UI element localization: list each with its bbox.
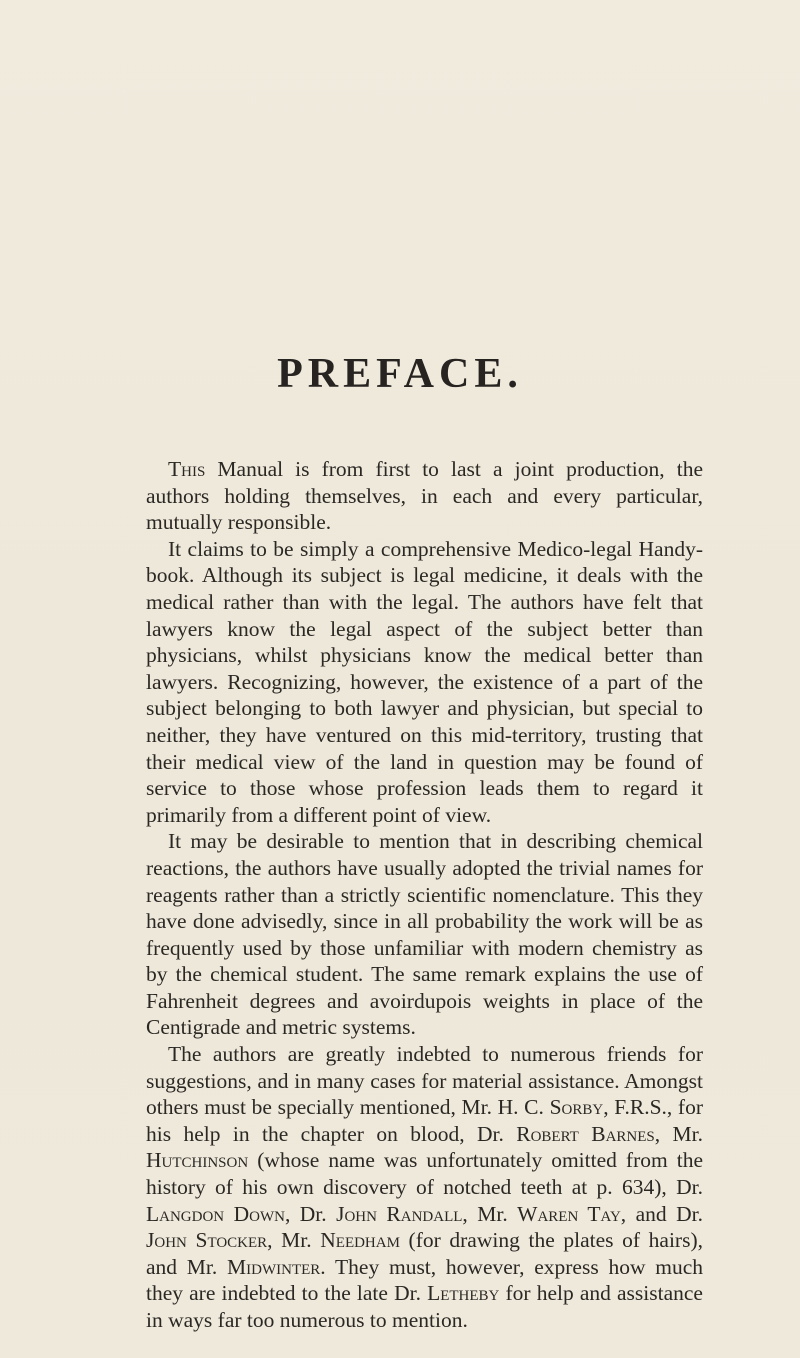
- page-heading: PREFACE.: [277, 351, 523, 397]
- name-letheby: Letheby: [427, 1281, 500, 1306]
- name-barnes: Robert Barnes: [516, 1121, 655, 1146]
- name-stocker: John Stocker: [146, 1228, 268, 1253]
- name-midwinter: Midwinter: [227, 1254, 321, 1279]
- paragraph-3: It may be desirable to mention that in describing chemical reactions, the authors have usually adopted the trivial names for reagents rather than a strictly scientific nomenclature. This they have done advisedly, since in all probability the work will be as frequently used by those unfamiliar with modern chemistry as by the chemical student. The same remark explains the use of Fahrenheit degrees and avoirdupois weights in place of the Centigrade and metric systems.: [146, 829, 703, 1040]
- preface-body: [146, 456, 703, 1334]
- paragraph-1: [146, 456, 703, 536]
- paragraph-4-text: for help and assistance in ways far too numerous to mention.: [146, 1281, 703, 1332]
- paragraph-4-text: , Mr.: [267, 1228, 321, 1253]
- paragraph-4-text: The authors are greatly indebted to numerous friends for suggestions, and in many cases for material assistance. Amongst others must be specially mentioned, Mr. H. C.: [146, 1042, 703, 1120]
- paragraph-4-text: , F.R.S., for his help in the chapter on blood, Dr.: [146, 1095, 703, 1146]
- name-needham: Needham: [320, 1228, 400, 1253]
- paragraph-4-text: , Mr.: [654, 1121, 703, 1146]
- paragraph-4-text: , Mr.: [462, 1201, 518, 1226]
- name-randall: John Randall: [336, 1201, 463, 1226]
- paragraph-4-text: (whose name was unfortunately omitted from the history of his own discovery of notched teeth at p. 634), Dr.: [146, 1148, 703, 1200]
- name-tay: Waren Tay: [517, 1201, 621, 1226]
- paragraph-4-text: . They must, however, express how much they are indebted to the late Dr.: [146, 1254, 703, 1306]
- name-hutchinson: Hutchinson: [146, 1148, 249, 1173]
- paragraph-4-text: (for drawing the plates of hairs), and Mr.: [146, 1228, 703, 1279]
- paragraph-4-text: , and Dr.: [620, 1201, 703, 1226]
- name-sorby: Sorby: [549, 1095, 604, 1120]
- paragraph-1-lead: This: [168, 457, 206, 481]
- paragraph-2: It claims to be simply a comprehensive Medico-legal Handy-book. Although its subject is legal medicine, it deals with the medical rather than with the legal. The authors have felt that lawyers know the legal aspect of the subject better than physicians, whilst physicians know the medical better than lawyers. Recognizing, however, the existence of a part of the subject belonging to both lawyer and physician, but special to neither, they have ventured on this mid-territory, trusting that their medical view of the land in question may be found of service to those whose profession leads them to regard it primarily from a different point of view.: [146, 536, 703, 827]
- paragraph-1-text: Manual is from first to last a joint production, the authors holding themselves, in each and every particular, mutually responsible.: [146, 457, 703, 535]
- paragraph-4: [146, 1041, 703, 1334]
- name-down: Langdon Down: [146, 1201, 285, 1226]
- paragraph-4-text: , Dr.: [284, 1201, 337, 1226]
